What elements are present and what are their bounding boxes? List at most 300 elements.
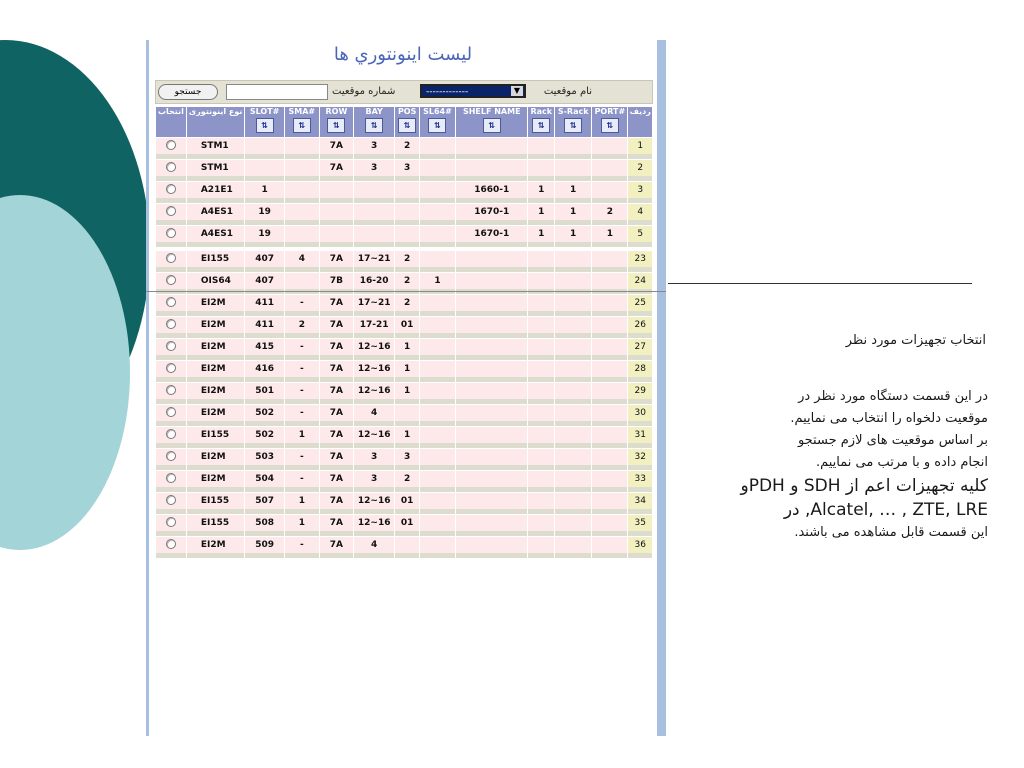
- column-header-label: ردیف: [629, 107, 651, 116]
- cell-port: [592, 317, 627, 338]
- cell-row: 7A: [320, 383, 353, 404]
- cell-sma: [285, 160, 319, 181]
- select-cell: [156, 383, 186, 404]
- table-row: [156, 226, 652, 247]
- cell-pos: 1: [395, 361, 418, 382]
- cell-pos: 2: [395, 138, 418, 159]
- cell-row: 7A: [320, 251, 353, 272]
- cell-sl64: [420, 383, 455, 404]
- cell-pos: 3: [395, 449, 418, 470]
- select-cell: [156, 339, 186, 360]
- cell-rack: [528, 339, 554, 360]
- caption-line: انجام داده و با مرتب می نماییم.: [815, 455, 988, 470]
- cell-inv: EI2M: [187, 361, 245, 382]
- cell-rack: [528, 361, 554, 382]
- cell-sma: -: [285, 537, 319, 558]
- row-select-radio[interactable]: [166, 407, 176, 417]
- cell-idx: 31: [628, 427, 652, 448]
- cell-bay: 17~21: [354, 251, 395, 272]
- cell-idx: 30: [628, 405, 652, 426]
- cell-shelf: [456, 471, 527, 492]
- table-row: [156, 449, 652, 470]
- cell-sl64: [420, 449, 455, 470]
- cell-inv: EI2M: [187, 537, 245, 558]
- cell-slot: 19: [245, 204, 283, 225]
- cell-srack: [555, 160, 591, 181]
- select-cell: [156, 427, 186, 448]
- cell-idx: 5: [628, 226, 652, 247]
- caption-paragraph: [660, 386, 988, 544]
- cell-sma: [285, 226, 319, 247]
- cell-pos: 1: [395, 339, 418, 360]
- column-header-label: SMA#: [288, 107, 316, 116]
- cell-sma: -: [285, 383, 319, 404]
- cell-srack: [555, 427, 591, 448]
- cell-bay: 16-20: [354, 273, 395, 294]
- caption-heading: انتخاب تجهیزات مورد نظر: [845, 333, 986, 348]
- cell-shelf: [456, 138, 527, 159]
- cell-rack: [528, 493, 554, 514]
- cell-shelf: [456, 317, 527, 338]
- cell-slot: 503: [245, 449, 283, 470]
- row-select-radio[interactable]: [166, 253, 176, 263]
- cell-port: [592, 138, 627, 159]
- cell-bay: 3: [354, 449, 395, 470]
- cell-sma: [285, 138, 319, 159]
- column-header-label: PORT#: [594, 107, 626, 116]
- cell-rack: [528, 383, 554, 404]
- row-select-radio[interactable]: [166, 363, 176, 373]
- cell-shelf: [456, 537, 527, 558]
- inventory-table: [155, 106, 653, 559]
- cell-pos: 2: [395, 471, 418, 492]
- cell-port: [592, 405, 627, 426]
- cell-sl64: [420, 339, 455, 360]
- cell-slot: [245, 160, 283, 181]
- table-row: [156, 339, 652, 360]
- column-header: [285, 107, 319, 137]
- cell-sl64: [420, 317, 455, 338]
- table-row: [156, 383, 652, 404]
- column-header: [245, 107, 283, 137]
- cell-row: 7A: [320, 471, 353, 492]
- column-header-label: S-Rack: [557, 107, 589, 116]
- sort-icon[interactable]: ⇅: [256, 118, 274, 133]
- cell-srack: 1: [555, 226, 591, 247]
- cell-port: [592, 160, 627, 181]
- row-select-radio[interactable]: [166, 539, 176, 549]
- cell-port: [592, 427, 627, 448]
- select-cell: [156, 160, 186, 181]
- cell-idx: 33: [628, 471, 652, 492]
- cell-sma: 1: [285, 515, 319, 536]
- cell-sma: -: [285, 339, 319, 360]
- select-cell: [156, 471, 186, 492]
- row-select-radio[interactable]: [166, 228, 176, 238]
- cell-srack: [555, 471, 591, 492]
- cell-rack: [528, 471, 554, 492]
- row-select-radio[interactable]: [166, 297, 176, 307]
- column-header: [320, 107, 353, 137]
- cell-shelf: 1670-1: [456, 204, 527, 225]
- cell-slot: 407: [245, 273, 283, 294]
- column-header: [592, 107, 627, 137]
- cell-bay: 3: [354, 160, 395, 181]
- row-select-radio[interactable]: [166, 429, 176, 439]
- cell-slot: 415: [245, 339, 283, 360]
- cell-inv: EI155: [187, 251, 245, 272]
- table-row: [156, 182, 652, 203]
- cell-sma: -: [285, 471, 319, 492]
- cell-row: [320, 182, 353, 203]
- cell-srack: [555, 493, 591, 514]
- cell-bay: 17~21: [354, 295, 395, 316]
- cell-sma: 4: [285, 251, 319, 272]
- cell-inv: EI155: [187, 515, 245, 536]
- cell-inv: EI2M: [187, 339, 245, 360]
- cell-shelf: [456, 427, 527, 448]
- select-cell: [156, 295, 186, 316]
- row-select-radio[interactable]: [166, 495, 176, 505]
- cell-pos: 1: [395, 383, 418, 404]
- cell-idx: 28: [628, 361, 652, 382]
- cell-slot: 416: [245, 361, 283, 382]
- cell-sma: -: [285, 405, 319, 426]
- cell-slot: 504: [245, 471, 283, 492]
- table-row: [156, 160, 652, 181]
- cell-rack: [528, 449, 554, 470]
- cell-inv: A4ES1: [187, 226, 245, 247]
- sort-icon[interactable]: ⇅: [327, 118, 345, 133]
- cell-inv: STM1: [187, 138, 245, 159]
- cell-srack: [555, 138, 591, 159]
- cell-idx: 32: [628, 449, 652, 470]
- cell-slot: [245, 138, 283, 159]
- row-select-radio[interactable]: [166, 319, 176, 329]
- cell-srack: 1: [555, 204, 591, 225]
- cell-rack: [528, 138, 554, 159]
- cell-sma: [285, 182, 319, 203]
- cell-slot: 19: [245, 226, 283, 247]
- cell-idx: 36: [628, 537, 652, 558]
- cell-sl64: [420, 493, 455, 514]
- callout-line: [668, 283, 972, 284]
- cell-sma: [285, 204, 319, 225]
- cell-row: 7A: [320, 295, 353, 316]
- cell-sl64: [420, 251, 455, 272]
- cell-pos: 01: [395, 515, 418, 536]
- cell-idx: 23: [628, 251, 652, 272]
- select-cell: [156, 204, 186, 225]
- cell-row: 7A: [320, 138, 353, 159]
- cell-rack: [528, 427, 554, 448]
- cell-bay: 4: [354, 405, 395, 426]
- sort-icon[interactable]: ⇅: [532, 118, 550, 133]
- cell-inv: EI2M: [187, 295, 245, 316]
- cell-row: 7A: [320, 361, 353, 382]
- cell-sl64: [420, 138, 455, 159]
- page-title: ليست اينونتوري ها: [333, 44, 473, 65]
- cell-rack: [528, 160, 554, 181]
- cell-inv: EI155: [187, 427, 245, 448]
- column-header: [354, 107, 395, 137]
- cell-sl64: [420, 537, 455, 558]
- select-cell: [156, 537, 186, 558]
- select-cell: [156, 361, 186, 382]
- cell-bay: 12~16: [354, 493, 395, 514]
- select-cell: [156, 138, 186, 159]
- cell-rack: [528, 537, 554, 558]
- table-row: [156, 295, 652, 316]
- cell-row: [320, 226, 353, 247]
- cell-rack: [528, 295, 554, 316]
- cell-idx: 35: [628, 515, 652, 536]
- column-header-label: Rack: [530, 107, 553, 116]
- row-select-radio[interactable]: [166, 473, 176, 483]
- table-row: [156, 138, 652, 159]
- cell-row: 7A: [320, 427, 353, 448]
- cell-idx: 27: [628, 339, 652, 360]
- table-row: [156, 204, 652, 225]
- cell-srack: [555, 295, 591, 316]
- location-number-input[interactable]: [226, 84, 328, 100]
- caption-line: کلیه تجهیزات اعم از SDH و PDHو: [740, 476, 988, 496]
- cell-inv: EI2M: [187, 383, 245, 404]
- cell-bay: 4: [354, 537, 395, 558]
- cell-srack: 1: [555, 182, 591, 203]
- search-button[interactable]: جستجو: [158, 84, 218, 100]
- cell-pos: [395, 537, 418, 558]
- cell-shelf: [456, 383, 527, 404]
- sort-icon[interactable]: ⇅: [428, 118, 446, 133]
- cell-bay: [354, 226, 395, 247]
- cell-sl64: [420, 471, 455, 492]
- column-header-label: ROW: [325, 107, 348, 116]
- column-header-label: POS: [397, 107, 417, 116]
- column-header: [156, 107, 186, 137]
- cell-idx: 34: [628, 493, 652, 514]
- cell-pos: 2: [395, 295, 418, 316]
- cell-bay: 12~16: [354, 361, 395, 382]
- sort-icon[interactable]: ⇅: [293, 118, 311, 133]
- cell-bay: 12~16: [354, 427, 395, 448]
- cell-sl64: [420, 204, 455, 225]
- sort-icon[interactable]: ⇅: [365, 118, 383, 133]
- row-select-radio[interactable]: [166, 451, 176, 461]
- column-header: [555, 107, 591, 137]
- column-header-label: نوع اینونتوری: [188, 107, 243, 116]
- cell-row: 7A: [320, 515, 353, 536]
- cell-shelf: [456, 449, 527, 470]
- cell-port: [592, 339, 627, 360]
- cell-row: [320, 204, 353, 225]
- cell-inv: A4ES1: [187, 204, 245, 225]
- slide-cut-divider: [146, 291, 666, 292]
- column-header: [395, 107, 418, 137]
- cell-slot: 502: [245, 405, 283, 426]
- select-cell: [156, 317, 186, 338]
- cell-slot: 508: [245, 515, 283, 536]
- cell-sl64: [420, 427, 455, 448]
- cell-idx: 25: [628, 295, 652, 316]
- cell-pos: 01: [395, 317, 418, 338]
- column-header: [528, 107, 554, 137]
- sort-icon[interactable]: ⇅: [398, 118, 416, 133]
- cell-shelf: [456, 515, 527, 536]
- caption-line: بر اساس موقعیت های لازم جستجو: [797, 433, 988, 448]
- location-select-value: -------------: [426, 87, 469, 97]
- cell-idx: 29: [628, 383, 652, 404]
- cell-slot: 501: [245, 383, 283, 404]
- cell-rack: [528, 405, 554, 426]
- sort-icon[interactable]: ⇅: [483, 118, 501, 133]
- sort-icon[interactable]: ⇅: [601, 118, 619, 133]
- caption-line: این قسمت قابل مشاهده می باشند.: [794, 525, 988, 540]
- cell-idx: 4: [628, 204, 652, 225]
- cell-shelf: [456, 251, 527, 272]
- row-select-radio[interactable]: [166, 206, 176, 216]
- cell-srack: [555, 537, 591, 558]
- cell-srack: [555, 361, 591, 382]
- cell-slot: 509: [245, 537, 283, 558]
- column-header-label: SL64#: [423, 107, 452, 116]
- cell-bay: 12~16: [354, 383, 395, 404]
- cell-row: 7B: [320, 273, 353, 294]
- cell-sl64: [420, 515, 455, 536]
- cell-sma: 2: [285, 317, 319, 338]
- search-bar: [155, 80, 653, 104]
- cell-bay: [354, 182, 395, 203]
- cell-inv: EI2M: [187, 317, 245, 338]
- cell-shelf: [456, 339, 527, 360]
- row-select-radio[interactable]: [166, 517, 176, 527]
- cell-inv: EI2M: [187, 471, 245, 492]
- column-header-label: انتخاب: [158, 107, 184, 116]
- table-header-row: [156, 107, 652, 137]
- table-row: [156, 405, 652, 426]
- row-select-radio[interactable]: [166, 140, 176, 150]
- cell-sl64: [420, 160, 455, 181]
- cell-slot: 411: [245, 317, 283, 338]
- location-number-label: شماره موقعيت: [332, 86, 396, 97]
- row-select-radio[interactable]: [166, 385, 176, 395]
- cell-port: [592, 471, 627, 492]
- cell-sma: -: [285, 361, 319, 382]
- column-header: [456, 107, 527, 137]
- column-header-label: BAY: [365, 107, 383, 116]
- table-row: [156, 515, 652, 536]
- cell-slot: 502: [245, 427, 283, 448]
- cell-pos: [395, 226, 418, 247]
- cell-row: 7A: [320, 160, 353, 181]
- cell-pos: [395, 182, 418, 203]
- cell-inv: EI2M: [187, 405, 245, 426]
- cell-slot: 1: [245, 182, 283, 203]
- cell-bay: 3: [354, 471, 395, 492]
- caption-line: Alcatel, … , ZTE, LRE, در: [783, 500, 988, 520]
- location-name-select[interactable]: [420, 84, 526, 98]
- cell-inv: OIS64: [187, 273, 245, 294]
- cell-sma: -: [285, 295, 319, 316]
- row-select-radio[interactable]: [166, 275, 176, 285]
- cell-inv: A21E1: [187, 182, 245, 203]
- cell-row: 7A: [320, 339, 353, 360]
- cell-pos: 2: [395, 273, 418, 294]
- select-cell: [156, 226, 186, 247]
- cell-port: [592, 295, 627, 316]
- row-select-radio[interactable]: [166, 162, 176, 172]
- cell-row: 7A: [320, 493, 353, 514]
- cell-rack: 1: [528, 226, 554, 247]
- cell-srack: [555, 251, 591, 272]
- cell-idx: 1: [628, 138, 652, 159]
- cell-port: [592, 515, 627, 536]
- cell-port: [592, 251, 627, 272]
- dropdown-arrow-icon[interactable]: ▼: [511, 86, 523, 96]
- location-name-label: نام موقعيت: [543, 86, 592, 97]
- cell-pos: [395, 405, 418, 426]
- cell-idx: 2: [628, 160, 652, 181]
- cell-bay: 12~16: [354, 339, 395, 360]
- column-header: [187, 107, 245, 137]
- cell-sl64: [420, 295, 455, 316]
- column-header: [628, 107, 652, 137]
- cell-bay: [354, 204, 395, 225]
- cell-sl64: 1: [420, 273, 455, 294]
- cell-port: [592, 537, 627, 558]
- cell-srack: [555, 383, 591, 404]
- cell-pos: 3: [395, 160, 418, 181]
- table-row: [156, 251, 652, 272]
- cell-sma: 1: [285, 493, 319, 514]
- cell-slot: 407: [245, 251, 283, 272]
- table-row: [156, 493, 652, 514]
- cell-port: 1: [592, 226, 627, 247]
- cell-inv: EI2M: [187, 449, 245, 470]
- row-select-radio[interactable]: [166, 184, 176, 194]
- cell-sma: -: [285, 449, 319, 470]
- column-header: [420, 107, 455, 137]
- cell-row: 7A: [320, 537, 353, 558]
- sort-icon[interactable]: ⇅: [564, 118, 582, 133]
- table-body-top: [156, 138, 652, 247]
- cell-port: [592, 449, 627, 470]
- cell-pos: 2: [395, 251, 418, 272]
- cell-shelf: [456, 493, 527, 514]
- select-cell: [156, 405, 186, 426]
- select-cell: [156, 493, 186, 514]
- row-select-radio[interactable]: [166, 341, 176, 351]
- cell-srack: [555, 515, 591, 536]
- cell-rack: [528, 317, 554, 338]
- cell-inv: STM1: [187, 160, 245, 181]
- cell-row: 7A: [320, 317, 353, 338]
- table-body-bottom: [156, 251, 652, 558]
- cell-slot: 507: [245, 493, 283, 514]
- cell-sl64: [420, 226, 455, 247]
- caption-line: موقعیت دلخواه را انتخاب می نماییم.: [790, 411, 988, 426]
- table-row: [156, 361, 652, 382]
- select-cell: [156, 515, 186, 536]
- cell-pos: 1: [395, 427, 418, 448]
- cell-bay: 17-21: [354, 317, 395, 338]
- cell-port: [592, 361, 627, 382]
- cell-rack: 1: [528, 182, 554, 203]
- cell-shelf: 1670-1: [456, 226, 527, 247]
- cell-row: 7A: [320, 405, 353, 426]
- cell-srack: [555, 405, 591, 426]
- cell-rack: 1: [528, 204, 554, 225]
